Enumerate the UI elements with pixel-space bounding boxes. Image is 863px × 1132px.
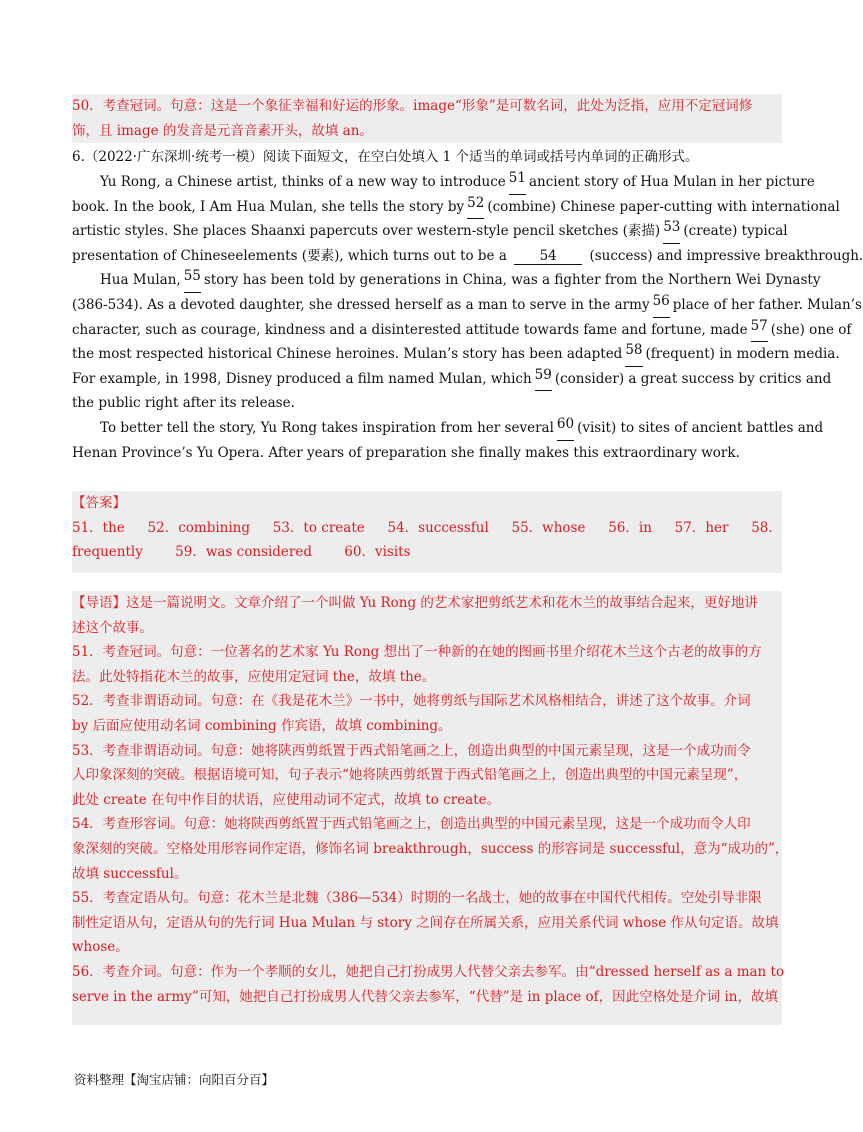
passage-line <box>72 194 840 220</box>
explanation-51: 51．考查冠词。句意：一位著名的艺术家 Yu Rong 想出了一种新的在她的图画书里介绍花木兰这个古老的故事的方 <box>72 644 762 661</box>
explanation-53: 53．考查非谓语动词。句意：她将陕西剪纸置于西式铅笔画之上，创造出典型的中国元素呈现，这是一个成功而令 <box>72 742 751 759</box>
blank-55[interactable]: 55 <box>184 268 201 293</box>
answer-item: 58． <box>751 519 782 536</box>
passage-text: artistic styles. She places Shaanxi papercuts over western-style pencil sketches (素描) <box>72 223 661 240</box>
explanation-53: 此处 create 在句中作目的状语，应使用动词不定式，故填 to create。 <box>72 791 501 808</box>
passage-text: the most respected historical Chinese heroines. Mulan’s story has been adapted <box>72 346 623 363</box>
answer-item: frequently <box>72 544 143 561</box>
answer-item: 51．the <box>72 519 125 536</box>
passage-text: (combine) Chinese paper-cutting with international <box>487 198 840 215</box>
passage-line <box>72 342 840 367</box>
blank-53[interactable]: 53 <box>663 219 680 244</box>
passage-text: book. In the book, I Am Hua Mulan, she tells the story by <box>72 198 465 215</box>
blank-59[interactable]: 59 <box>535 367 552 392</box>
blank-58[interactable]: 58 <box>625 342 642 367</box>
answer-line <box>72 540 782 565</box>
passage-line <box>72 219 788 244</box>
explanation-55: 55．考查定语从句。句意：花木兰是北魏（386—534）时期的一名战士，她的故事在中国代代相传。空处引导非限 <box>72 890 762 907</box>
answer-item: 53．to create <box>272 519 365 536</box>
blank-60[interactable]: 60 <box>557 416 574 441</box>
passage-line <box>72 366 832 392</box>
blank-56[interactable]: 56 <box>653 293 670 318</box>
passage-text: (create) typical <box>683 223 788 240</box>
answer-block <box>72 491 782 573</box>
answer-item: 56．in <box>608 519 652 536</box>
explanation-54: 故填 successful。 <box>72 865 188 882</box>
explanation-50 <box>72 94 782 143</box>
passage-text: (frequent) in modern media. <box>645 346 840 363</box>
passage-text: For example, in 1998, Disney produced a film named Mulan, which <box>72 370 532 387</box>
answer-title: 【答案】 <box>72 495 126 511</box>
text-line: 饰，且 image 的发音是元音音素开头，故填 an。 <box>72 122 373 139</box>
explanation-55: whose。 <box>72 939 129 956</box>
passage-text: Hua Mulan, <box>100 272 181 289</box>
passage-text: (she) one of <box>770 321 852 338</box>
passage-text: (consider) a great success by critics and <box>554 370 832 387</box>
passage-text: character, such as courage, kindness and a disinterested attitude towards fame and fortune, made <box>72 321 748 338</box>
blank-51[interactable]: 51 <box>509 170 526 195</box>
explanation-56: serve in the army”可知，她把自己打扮成男人代替父亲去参军，“代替”是 in place of，因此空格处是介词 in，故填 <box>72 988 778 1005</box>
passage-text: story has been told by generations in China, was a fighter from the Northern Wei Dynasty <box>203 272 821 289</box>
guide-text: 【导语】这是一篇说明文。文章介绍了一个叫做 Yu Rong 的艺术家把剪纸艺术和花木兰的故事结合起来，更好地讲 <box>72 595 758 611</box>
answer-item: 55．whose <box>511 519 586 536</box>
passage-text: (success) and impressive breakthrough. <box>589 247 863 264</box>
answer-item: 54．successful <box>387 519 489 536</box>
passage-line <box>72 317 852 343</box>
explanation-51: 法。此处特指花木兰的故事，应使用定冠词 the，故填 the。 <box>72 668 436 685</box>
explanation-52: 52．考查非谓语动词。句意：在《我是花木兰》一书中，她将剪纸与国际艺术风格相结合，讲述了这个故事。介词 <box>72 693 751 710</box>
guide-text: 述这个故事。 <box>72 619 153 636</box>
explanation-block <box>72 591 789 1025</box>
passage-line: the public right after its release. <box>72 395 295 412</box>
blank-54[interactable]: 54 <box>514 248 582 265</box>
blank-52[interactable]: 52 <box>467 195 484 220</box>
answer-item: 57．her <box>674 519 729 536</box>
answer-line <box>72 516 782 541</box>
question-title: 6.（2022·广东深圳·统考一模）阅读下面短文，在空白处填入 1 个适当的单词或括号内单词的正确形式。 <box>72 149 699 165</box>
passage-text: Yu Rong, a Chinese artist, thinks of a new way to introduce <box>100 174 506 190</box>
footer-source: 资料整理【淘宝店铺：向阳百分百】 <box>74 1072 275 1087</box>
passage-text: ancient story of Hua Mulan in her picture <box>528 174 815 190</box>
passage-text: To better tell the story, Yu Rong takes inspiration from her several <box>100 419 554 436</box>
passage-text: presentation of Chineseelements (要素), which turns out to be a <box>72 247 507 264</box>
answer-item: 59．was considered <box>175 544 312 561</box>
passage-text: place of her father. Mulan’s <box>672 296 862 313</box>
answer-item: 52．combining <box>147 519 251 536</box>
passage-line <box>72 244 863 269</box>
passage-line <box>72 268 821 293</box>
explanation-56: 56．考查介词。句意：作为一个孝顺的女儿，她把自己打扮成男人代替父亲去参军。由“dressed herself as a man to <box>72 963 785 980</box>
passage-text: (386-534). As a devoted daughter, she dressed herself as a man to serve in the army <box>72 296 650 313</box>
explanation-53: 人印象深刻的突破。根据语境可知，句子表示“她将陕西剪纸置于西式铅笔画之上，创造出典型的中国元素呈现”， <box>72 767 748 784</box>
passage-text: (visit) to sites of ancient battles and <box>577 419 824 436</box>
explanation-54: 54．考查形容词。句意：她将陕西剪纸置于西式铅笔画之上，创造出典型的中国元素呈现，这是一个成功而令人印 <box>72 816 751 833</box>
answer-item: 60．visits <box>344 544 411 561</box>
explanation-55: 制性定语从句，定语从句的先行词 Hua Mulan 与 story 之间存在所属关系，应用关系代词 whose 作从句定语。故填 <box>72 914 779 931</box>
passage-line <box>72 292 862 318</box>
blank-57[interactable]: 57 <box>751 318 768 343</box>
passage-line: Henan Province’s Yu Opera. After years of preparation she finally makes this extraordinary work. <box>72 444 740 461</box>
explanation-52: by 后面应使用动名词 combining 作宾语，故填 combining。 <box>72 717 452 734</box>
passage <box>72 170 863 465</box>
passage-line <box>72 170 815 195</box>
passage-line <box>72 415 824 441</box>
explanation-54: 象深刻的突破。空格处用形容词作定语，修饰名词 breakthrough，success 的形容词是 successful，意为“成功的”， <box>72 840 789 857</box>
text-line: 50．考查冠词。句意：这是一个象征幸福和好运的形象。image“形象”是可数名词，此处为泛指，应用不定冠词修 <box>72 98 753 114</box>
question-header <box>72 145 782 170</box>
